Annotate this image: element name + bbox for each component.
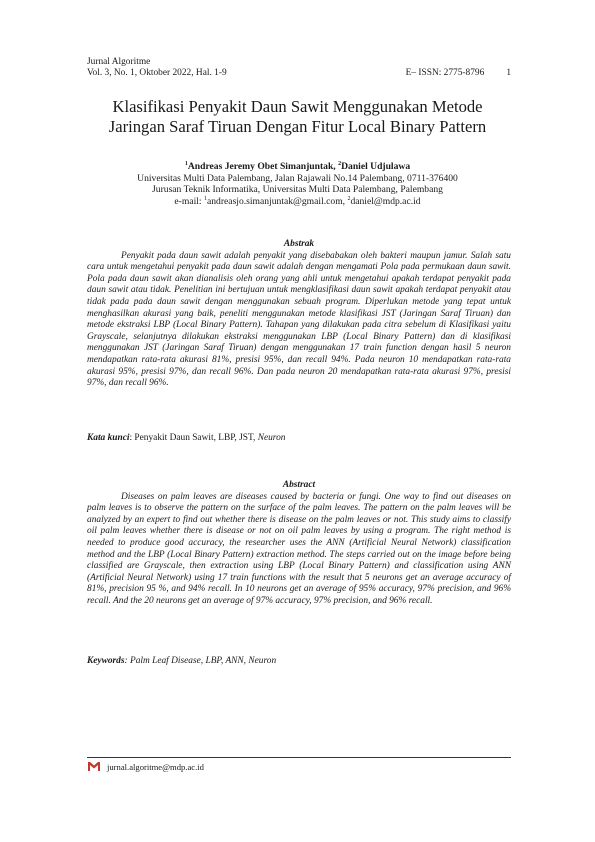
affiliation-2: Jurusan Teknik Informatika, Universitas Multi Data Palembang, Palembang — [152, 184, 443, 196]
keywords — [87, 656, 511, 668]
author-names — [60, 161, 535, 173]
affiliation-1: Universitas Multi Data Palembang, Jalan Rajawali No.14 Palembang, 0711-376400 — [137, 172, 458, 184]
header-row — [87, 68, 511, 79]
kata-kunci-italic: Neuron — [257, 433, 286, 443]
page-footer — [87, 761, 204, 772]
title-line-1: Klasifikasi Penyakit Daun Sawit Menggunakan Metode — [112, 97, 483, 116]
email-1: andreasjo.simanjuntak@gmail.com, — [207, 195, 348, 207]
email-2-sup: 2 — [347, 195, 351, 202]
email-2: daniel@mdp.ac.id — [350, 195, 421, 207]
page-number: 1 — [506, 68, 511, 78]
author-block — [60, 161, 535, 207]
keywords-text: : Palm Leaf Disease, LBP, ANN, Neuron — [124, 656, 277, 666]
header-right — [406, 68, 511, 79]
kata-kunci-label: Kata kunci — [87, 433, 130, 443]
kata-kunci-text: : Penyakit Daun Sawit, LBP, JST, — [129, 433, 258, 443]
footer-email-link[interactable]: jurnal.algoritme@mdp.ac.id — [107, 761, 204, 772]
email-label: e-mail: — [174, 195, 204, 207]
volume-info: Vol. 3, No. 1, Oktober 2022, Hal. 1-9 — [87, 68, 227, 78]
author-1: Andreas Jeremy Obet Simanjuntak, — [187, 161, 339, 172]
journal-name: Jurnal Algoritme — [87, 57, 151, 67]
abstrak-text: Penyakit pada daun sawit adalah penyakit yang disebabakan oleh bakteri maupun jamur. Salah satu cara untuk mengetahui penyakit pada daun sawit adalah dengan mengamati Pola pada permukaan daun sawit. Pola pada daun sawit akan dianalisis oleh orang yang ahli untuk mengetahui apakah terdapat penyakit pada daun sawit atau tidak. Penelitian ini bertujuan untuk mengklasifikasi daun sawit apakah terdapat penyakit atau tidak pada pada daun sawit dengan menggunakan sebuah program. Diperlukan metode yang tepat untuk menghasilkan akurasi yang baik, peneliti menggunakan metode klasifikasi JST (Jaringan Saraf Tiruan) dan metode ekstraksi LBP (Local Binary Pattern). Tahapan yang dilakukan pada citra sebelum di Klasifikasi yaitu Grayscale, selanjutnya dilakukan ekstraksi menggunakan LBP (Local Binary Pattern) dan di klasifikasi menggunakan JST (Jaringan Saraf Tiruan) dengan menggunakan 17 train function dengan hasil 5 neuron mendapatkan rata-rata akurasi 81%, presisi 95%, dan recall 94%. Pada neuron 10 mendapatkan rata-rata akurasi 95%, presisi 97%, dan recall 96%. Dan pada neuron 20 mendapatkan rata-rata akurasi 97%, presisi 97%, dan recall 96%. — [87, 250, 511, 389]
abstract-text: Diseases on palm leaves are diseases caused by bacteria or fungi. One way to find out diseases on palm leaves is to observe the pattern on the surface of the palm leaves. The pattern on the palm leaves will be analyzed by an expert to find out whether there is disease on the palm leaves or not. This study aims to classify oil palm leaves whether there is disease or not on oil palm leaves by using a program. The right method is needed to produce good accuracy, the researcher uses the ANN (Artificial Neural Network) classification method and the LBP (Local Binary Pattern) extraction method. The steps carried out on the image before being classified are Grayscale, then extraction using LBP (Local Binary Pattern) and classification using ANN (Artificial Neural Network) using 17 train functions with the result that 5 neurons get an average accuracy of 81%, precision 95 %, and 94% recall. In 10 neurons get an average of 95% accuracy, 97% precision, and 96% recall. And the 20 neurons get an average of 97% accuracy, 97% precision, and 96% recall. — [87, 491, 511, 606]
author-1-sup: 1 — [184, 161, 188, 167]
kata-kunci — [87, 433, 511, 445]
page-header — [87, 57, 511, 79]
author-2: Daniel Udjulawa — [341, 161, 411, 172]
abstract-title-text: Abstract — [282, 480, 316, 490]
footer-divider — [87, 757, 511, 758]
mail-icon — [87, 761, 101, 772]
email-line — [60, 196, 535, 208]
title-line-2: Jaringan Saraf Tiruan Dengan Fitur Local Binary Pattern — [108, 117, 487, 136]
abstract-section — [87, 480, 511, 608]
paper-title — [60, 97, 535, 137]
email-1-sup: 1 — [204, 195, 207, 202]
keywords-label: Keywords — [87, 656, 125, 666]
issn: E– ISSN: 2775-8796 — [405, 68, 485, 78]
abstract-title — [87, 480, 511, 492]
abstrak-title: Abstrak — [283, 239, 315, 249]
author-2-sup: 2 — [338, 161, 342, 167]
abstrak-section — [87, 239, 511, 390]
